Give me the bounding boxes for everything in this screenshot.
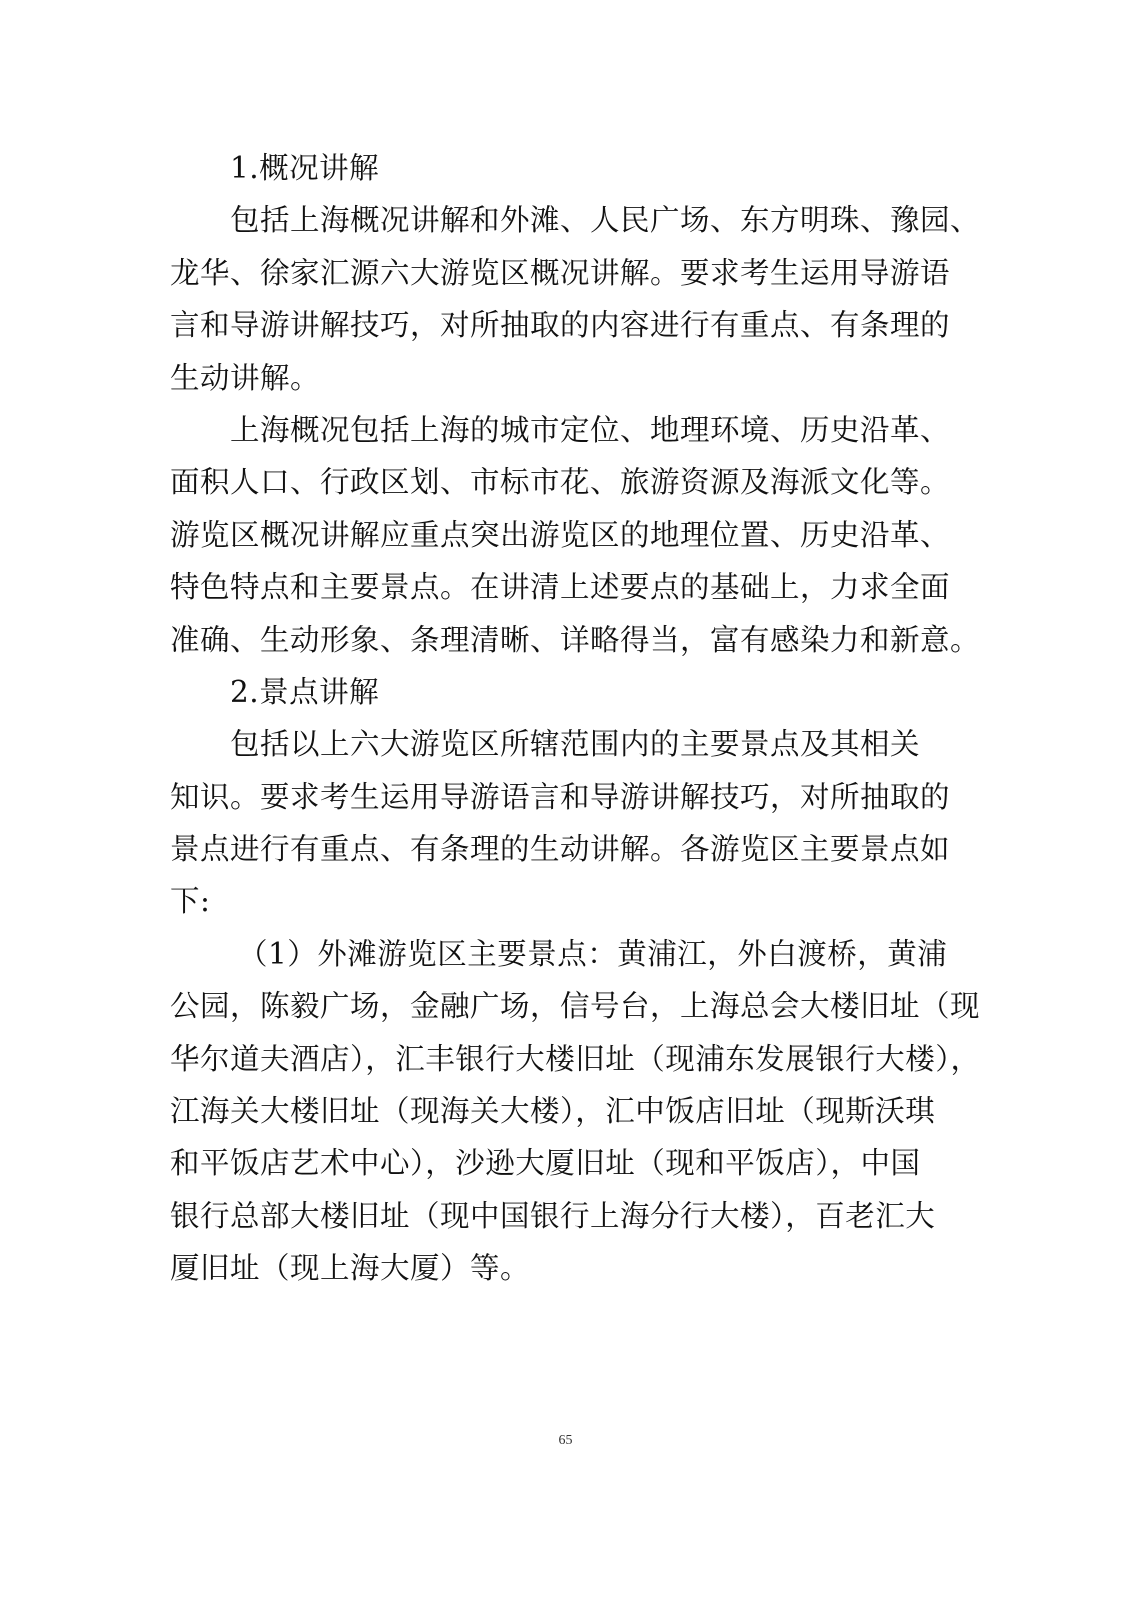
paragraph-line: 准确、生动形象、条理清晰、详略得当，富有感染力和新意。 xyxy=(170,622,981,657)
paragraph-line: 包括以上六大游览区所辖范围内的主要景点及其相关 xyxy=(230,727,921,762)
paragraph-line: 知识。要求考生运用导游语言和导游讲解技巧，对所抽取的 xyxy=(170,779,951,814)
list-item-bund-spots: （1）外滩游览区主要景点：黄浦江，外白渡桥，黄浦 xyxy=(238,936,948,971)
document-body xyxy=(170,142,981,1295)
paragraph-line: 厦旧址（现上海大厦）等。 xyxy=(170,1251,531,1286)
paragraph-line: 包括上海概况讲解和外滩、人民广场、东方明珠、豫园、 xyxy=(230,203,981,238)
section-heading-scenic-spots: 2.景点讲解 xyxy=(230,674,380,709)
paragraph-line: 景点进行有重点、有条理的生动讲解。各游览区主要景点如 xyxy=(170,832,951,867)
paragraph-line: 言和导游讲解技巧，对所抽取的内容进行有重点、有条理的 xyxy=(170,308,951,343)
section-heading-overview: 1.概况讲解 xyxy=(230,151,380,185)
page-number: 65 xyxy=(558,1433,573,1448)
paragraph-line: 下: xyxy=(170,884,211,919)
paragraph-line: 江海关大楼旧址（现海关大楼），汇中饭店旧址（现斯沃琪 xyxy=(170,1094,936,1129)
paragraph-line: 生动讲解。 xyxy=(170,360,321,395)
paragraph-line: 面积人口、行政区划、市标市花、旅游资源及海派文化等。 xyxy=(170,465,951,500)
paragraph-line: 公园，陈毅广场，金融广场，信号台，上海总会大楼旧址（现 xyxy=(170,989,981,1024)
paragraph-line: 华尔道夫酒店），汇丰银行大楼旧址（现浦东发展银行大楼）， xyxy=(170,1041,981,1076)
paragraph-line: 游览区概况讲解应重点突出游览区的地理位置、历史沿革、 xyxy=(170,517,951,552)
paragraph-line: 和平饭店艺术中心），沙逊大厦旧址（现和平饭店），中国 xyxy=(170,1146,921,1181)
paragraph-line: 龙华、徐家汇源六大游览区概况讲解。要求考生运用导游语 xyxy=(170,255,951,290)
paragraph-line: 上海概况包括上海的城市定位、地理环境、历史沿革、 xyxy=(230,412,951,447)
paragraph-line: 银行总部大楼旧址（现中国银行上海分行大楼），百老汇大 xyxy=(170,1198,936,1233)
paragraph-line: 特色特点和主要景点。在讲清上述要点的基础上，力求全面 xyxy=(170,570,951,605)
